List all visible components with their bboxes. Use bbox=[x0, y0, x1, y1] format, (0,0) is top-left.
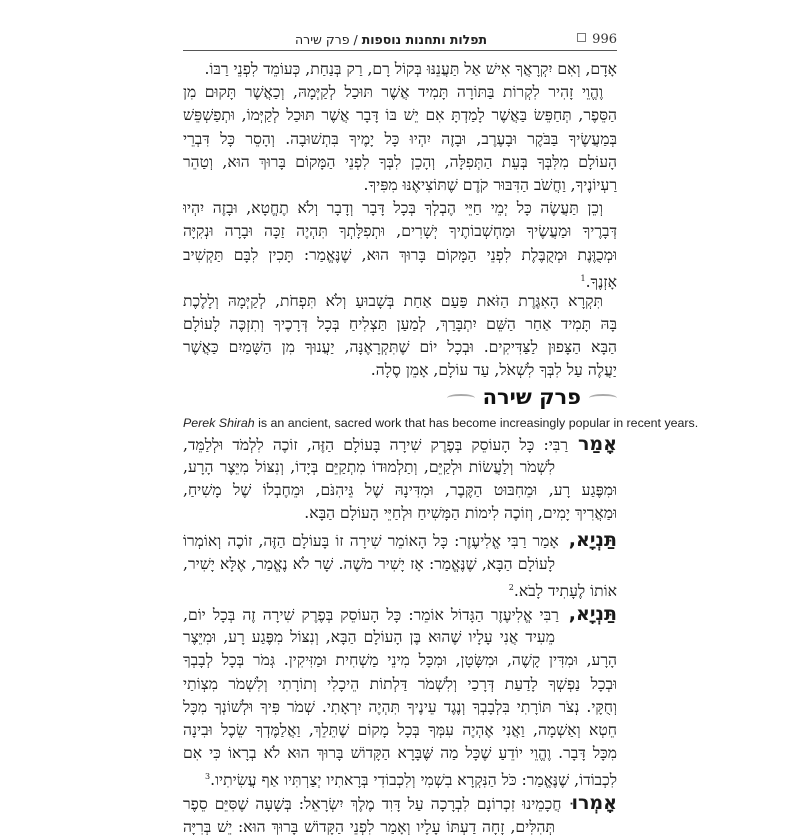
text-line bbox=[183, 267, 617, 290]
body-text bbox=[183, 58, 699, 839]
subtitle-italic: Perek Shirah bbox=[183, 415, 255, 430]
text-line-content: אָמַר רַבִּי אֱלִיעֶזֶר: כָּל הָאוֹמֵר שִׁירָה זוֹ בָּעוֹלָם הַזֶּה, זוֹכֶה וְאוֹמְרוֹ bbox=[183, 532, 559, 551]
text-line bbox=[183, 765, 617, 788]
section-title: פרק שירה bbox=[482, 385, 581, 410]
section-heading bbox=[183, 386, 617, 414]
footnote-marker: 1 bbox=[580, 273, 586, 283]
text-line: הָעוֹלָם מִלִּבְּךָ בְּעֵת הַתְּפִלָּה, וְהָכֵן לִבְּךָ לִפְנֵי הַמָּקוֹם בָּרוּךְ הוּא, וְטַהֵר bbox=[183, 152, 617, 171]
text-line: מֵעִיד אֲנִי עָלָיו שֶׁהוּא בֶּן הָעוֹלָם הַבָּא, וְנִצּוֹל מִפֶּגַע רָע, וּמִיֵּצֶר bbox=[183, 628, 555, 647]
text-line bbox=[183, 792, 617, 815]
text-line bbox=[183, 433, 617, 456]
ornament-flourish-icon bbox=[447, 394, 475, 402]
text-line: בְּמַעֲשֶׂיךָ בַּבֹּקֶר וּבָעֶרֶב, וּבָזֶה יִהְיוּ כָּל יָמֶיךָ בִּתְשׁוּבָה. וְהָסֵר כָּל דִּבְרֵי bbox=[183, 129, 617, 148]
text-line: לָעוֹלָם הַבָּא, שֶׁנֶּאֱמַר: אָז יָשִׁיר מֹשֶׁה. שָׁר לֹא נֶאֱמַר, אֶלָּא יָשִׁיר, bbox=[183, 554, 555, 573]
book-page bbox=[183, 0, 699, 836]
text-line bbox=[183, 529, 617, 552]
text-line: חֵטְא וְאַשְׁמָה, וַאֲנִי אֶהְיֶה עִמְּךָ בְּכָל מָקוֹם שֶׁתֵּלֵךְ, וַאֲלַמֶּדְךָ שֵׂכֶל וּבִינָה bbox=[183, 720, 617, 739]
lead-word: תַּנְיָא, bbox=[568, 529, 617, 552]
text-line: הַבָּא הַצָּפוּן לַצַּדִּיקִים. וּבְכָל יוֹם שֶׁתִּקְרָאֶנָּה, יַעֲנוּךָ מִן הַשָּׁמַיִם כַּאֲשֶׁר bbox=[183, 338, 617, 357]
running-header bbox=[183, 30, 617, 51]
text-line-content: אוֹתוֹ לֶעָתִיד לָבֹא. bbox=[513, 581, 617, 599]
text-line-content: רַבִּי אֱלִיעֶזֶר הַגָּדוֹל אוֹמֵר: כָּל הָעוֹסֵק בְּפֶרֶק שִׁירָה זֶה בְּכָל יוֹם, bbox=[183, 605, 559, 624]
subtitle-rest: is an ancient, sacred work that has become increasingly popular in recent years. bbox=[254, 415, 699, 430]
text-line-content: לִכְבוֹדוֹ, שֶׁנֶּאֱמַר: כֹּל הַנִּקְרָא בִשְׁמִי וְלִכְבוֹדִי בְּרָאתִיו יְצַרְתִּיו אַף עֲשִׂיתִיו. bbox=[210, 771, 617, 789]
text-line: וּמְכֻוֶּנֶת וּמְקֻבֶּלֶת לִפְנֵי הַמָּקוֹם בָּרוּךְ הוּא, שֶׁנֶּאֱמַר: תָּכִין לִבָּם תַּקְשִׁיב bbox=[183, 245, 617, 264]
text-line: מִכָּל דָּבָר. וֶהֱוֵי יוֹדֵעַ שֶׁכָּל מַה שֶּׁבָּרָא הַקָּדוֹשׁ בָּרוּךְ הוּא לֹא בְרָאוֹ כִּי אִם bbox=[183, 744, 617, 763]
text-line-content: חֲכָמֵינוּ זִכְרוֹנָם לִבְרָכָה עַל דָּוִד מֶלֶךְ יִשְׂרָאֵל: בְּשָׁעָה שֶׁסִּיֵּם סֵפֶר bbox=[183, 795, 562, 814]
text-line: וְכֵן תַּעֲשֶׂה כָּל יְמֵי חַיֵּי הֶבְלְךָ בְּכָל דָּבָר וְדָבָר וְלֹא תֶחֱטָא, וּבָזֶה יִהְיוּ bbox=[183, 199, 603, 218]
text-line: וּמַאֲרִיךְ יָמִים, וְזוֹכֶה לִימוֹת הַמָּשִׁיחַ וּלְחַיֵּי הָעוֹלָם הַבָּא. bbox=[304, 504, 617, 523]
running-header-title bbox=[295, 32, 487, 47]
text-line-content: רַבִּי: כָּל הָעוֹסֵק בְּפֶרֶק שִׁירָה בָּעוֹלָם הַזֶּה, זוֹכֶה לִלְמֹד וּלְלַמֵּד, bbox=[183, 435, 568, 454]
lead-word: אָמַר bbox=[577, 432, 617, 455]
ornament-flourish-icon bbox=[589, 394, 617, 402]
text-line: דְּבָרֶיךָ וּמַעֲשֶׂיךָ וּמַחְשְׁבוֹתֶיךָ יְשָׁרִים, וּתְפִלָּתְךָ תִּהְיֶה זַכָּה וּבָרָה וּנְקִיָּה bbox=[183, 222, 617, 241]
footnote-marker: 2 bbox=[508, 582, 514, 592]
text-line: וֶהֱוֵי זָהִיר לִקְרוֹת בַּתּוֹרָה תָּמִיד אֲשֶׁר תּוּכַל לְקַיְּמָהּ, וְכַאֲשֶׁר תָּקוּם מִן bbox=[183, 83, 603, 102]
text-line: תִּקְרָא הָאִגֶּרֶת הַזֹּאת פַּעַם אַחַת בְּשָׁבוּעַ וְלֹא תִּפְחֹת, לְקַיְּמָהּ וְלָלֶכֶת bbox=[183, 291, 603, 310]
lead-word: תַּנְיָא, bbox=[568, 602, 617, 625]
lead-word: אָמְרוּ bbox=[571, 792, 617, 815]
text-line: יַעֲלֶה עַל לִבְּךָ לִשְׁאֹל, עַד עוֹלָם, אָמֵן סֶלָה. bbox=[370, 361, 617, 380]
text-line: וּבְכָל נַפְשְׁךָ לָדַעַת דְּרָכַי וְלִשְׁמֹר דַּלְתוֹת הֵיכָלִי וְתוֹרָתִי וְלִשְׁמֹר מִצְוֹתַי bbox=[183, 674, 617, 693]
text-line: לִשְׁמֹר וְלַעֲשׂוֹת וּלְקַיֵּם, וְתַלְמוּדוֹ מִתְקַיֵּם בְּיָדוֹ, וְנִצּוֹל מִיֵּצֶר הָרָע, bbox=[183, 457, 555, 476]
text-line: בָּהּ תָּמִיד אַחַר הַשֵּׁם יִתְבָּרַךְ, לְמַעַן תַּצְלִיחַ בְּכָל דְּרָכֶיךָ וְתִזְכֶּה לָעוֹלָם bbox=[183, 315, 617, 334]
page-number-block bbox=[577, 32, 617, 47]
page-number: 996 bbox=[592, 32, 617, 47]
header-title-bold: תפלות ותחנות נוספות bbox=[361, 32, 487, 47]
text-line-content: אָזְנֶךָ. bbox=[585, 272, 617, 290]
text-line: הַסֵּפֶר, תְּחַפֵּשׂ בַּאֲשֶׁר לָמַדְתָּ אִם יֵשׁ בּוֹ דָּבָר אֲשֶׁר תּוּכַל לְקַיְּמוֹ, וּתְפַשְׁפֵּשׁ bbox=[183, 106, 617, 125]
header-title-section: פרק שירה bbox=[294, 32, 350, 47]
section-subtitle bbox=[183, 414, 699, 433]
text-line: אָדָם, וְאִם יִקְרָאֲךָ אִישׁ אַל תַּעֲנֵנּוּ בְּקוֹל רָם, רַק בְּנַחַת, כְּעוֹמֵד לִפְנֵי רַבּוֹ. bbox=[204, 60, 617, 78]
text-line: רַעְיוֹנֶיךָ, וַחֲשֹׁב הַדִּבּוּר קֹדֶם שֶׁתּוֹצִיאֶנּוּ מִפִּיךָ. bbox=[363, 175, 617, 194]
text-line: תְּהִלִּים, זָחָה דַעְתּוֹ עָלָיו וְאָמַר לִפְנֵי הַקָּדוֹשׁ בָּרוּךְ הוּא: יֵשׁ בְּרִיָּה bbox=[183, 817, 555, 836]
text-line bbox=[183, 603, 617, 626]
text-line bbox=[183, 576, 617, 599]
text-line: וְחֻקָּי. נְצֹר תּוֹרָתִי בִּלְבָבְךָ וְנֶגֶד עֵינֶיךָ תִּהְיֶה יִרְאָתִי. שְׁמֹר פִּיךָ וּלְשׁוֹנְךָ מִכָּל bbox=[183, 697, 617, 716]
footnote-marker: 3 bbox=[205, 772, 211, 782]
square-ornament-icon bbox=[577, 33, 586, 42]
text-line: וּמִפֶּגַע רָע, וּמֵחִבּוּט הַקֶּבֶר, וּמִדִּינָהּ שֶׁל גֵּיהִנֹּם, וּמֵחֶבְלוֹ שֶׁל מָשִׁיחַ, bbox=[183, 481, 617, 499]
text-line: הָרָע, וּמִדִּין קָשֶׁה, וּמִשָּׂטָן, וּמִכָּל מִינֵי מַשְׁחִית וּמַזִּיקִין. גְּמֹר בְּכָל לְבָבְךָ bbox=[183, 651, 617, 670]
header-title-separator: / bbox=[349, 32, 362, 47]
